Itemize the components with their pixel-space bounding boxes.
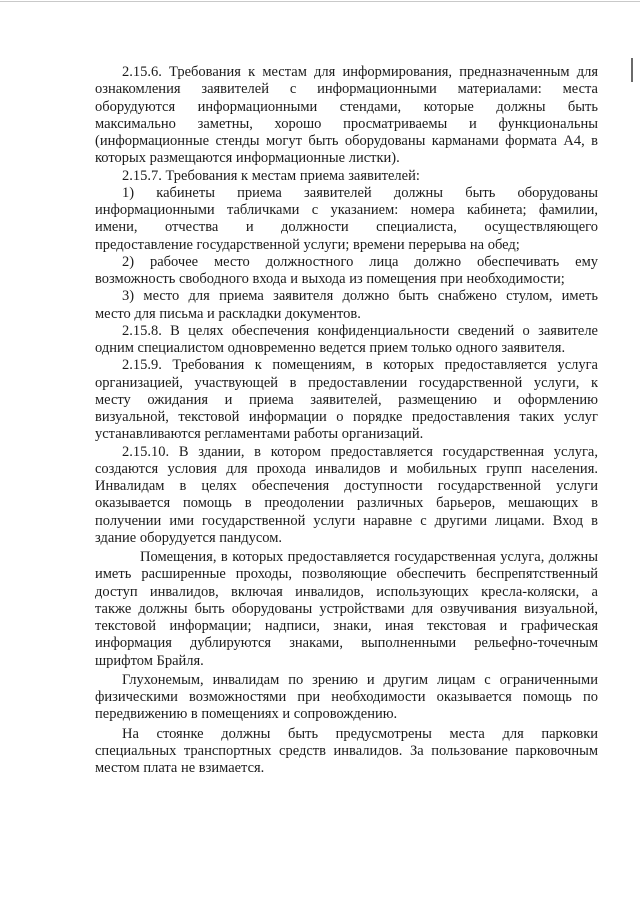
clause-2-15-9 [95, 357, 598, 443]
list-item-3 [95, 288, 598, 323]
list-item-1 [95, 185, 598, 254]
text-line: Инвалидам в целях обеспечения доступности государственной услуги [95, 478, 598, 494]
text-line: 2.15.8. В целях обеспечения конфиденциальности сведений о заявителе [122, 322, 598, 339]
text-line: организацией, участвующей в предоставлении государственной услуги, к [95, 374, 598, 391]
text-line: устанавливаются регламентами работы организаций. [95, 426, 424, 443]
text-line: предоставление государственной услуги; времени перерыва на обед; [95, 236, 520, 253]
scan-top-edge [0, 1, 640, 2]
clause-2-15-10 [95, 444, 598, 548]
text-line: шрифтом Брайля. [95, 652, 204, 669]
text-line: 2) рабочее место должностного лица должно обеспечивать ему [122, 253, 598, 270]
text-line: создаются условия для прохода инвалидов и мобильных групп населения. [95, 460, 598, 477]
text-line: которых размещаются информационные листки). [95, 150, 400, 167]
text-line: имени, отчества и должности специалиста, осуществляющего [95, 219, 598, 236]
text-line: физическими возможностями при необходимости оказывается помощь по [95, 689, 598, 705]
text-line: иметь расширенные проходы, позволяющие обеспечить беспрепятственный [95, 566, 598, 583]
text-line: ознакомления заявителей с информационными материалами: места [95, 81, 598, 98]
list-item-2 [95, 254, 598, 289]
text-line: 2.15.9. Требования к помещениям, в которых предоставляется услуга [122, 357, 598, 374]
text-line: 1) кабинеты приема заявителей должны быть оборудованы [122, 184, 598, 201]
paragraph-parking [95, 726, 598, 778]
text-line: получении ими государственной услуги наравне с другими лицами. Вход в [95, 512, 598, 529]
text-line: одним специалистом одновременно ведется прием только одного заявителя. [95, 340, 566, 356]
clause-2-15-7-heading [95, 168, 598, 185]
clause-2-15-8 [95, 323, 598, 358]
text-line: здание оборудуется пандусом. [95, 529, 283, 546]
text-line: информация дублируются знаками, выполненными рельефно-точечным [95, 635, 598, 652]
paragraph-premises [95, 549, 598, 670]
scan-side-mark [631, 58, 633, 82]
clause-2-15-6 [95, 64, 598, 168]
text-line: местом плата не взимается. [95, 760, 265, 776]
text-line: 2.15.7. Требования к местам приема заявителей: [122, 167, 420, 184]
text-line: На стоянке должны быть предусмотрены места для парковки [122, 725, 598, 742]
text-line: возможность свободного входа и выхода из помещения при необходимости; [95, 271, 565, 287]
text-line: Глухонемым, инвалидам по зрению и другим лицам с ограниченными [122, 671, 598, 688]
text-line: визуальной, текстовой информации о порядке предоставления таких услуг [95, 409, 598, 425]
text-line: доступ инвалидов, включая инвалидов, использующих кресла-коляски, а [95, 583, 598, 600]
text-line: информационными табличками с указанием: номера кабинета; фамилии, [95, 202, 598, 218]
text-line: 2.15.6. Требования к местам для информирования, предназначенным для [122, 64, 598, 80]
text-line: максимально заметны, хорошо просматриваемы и функциональны [95, 115, 598, 132]
text-line: специальных транспортных средств инвалидов. За пользование парковочным [95, 742, 598, 759]
text-line: 3) место для приема заявителя должно быть снабжено стулом, иметь [122, 288, 598, 305]
text-line: текстовой информации; надписи, знаки, иная текстовая и графическая [95, 618, 598, 634]
text-line: оказывается помощь в преодолении различных барьеров, мешающих в [95, 495, 598, 512]
text-line: также должны быть оборудованы устройствами для озвучивания визуальной, [95, 600, 598, 617]
text-line: (информационные стенды могут быть оборудованы карманами формата А4, в [95, 133, 598, 149]
text-line: 2.15.10. В здании, в котором предоставляется государственная услуга, [122, 443, 598, 460]
text-line: место для письма и раскладки документов. [95, 305, 361, 322]
text-line: передвижению в помещениях и сопровождению. [95, 706, 398, 723]
paragraph-assistance [95, 672, 598, 724]
text-line: Помещения, в которых предоставляется государственная услуга, должны [140, 549, 598, 565]
text-line: месту ожидания и приема заявителей, размещению и оформлению [95, 391, 598, 408]
text-line: оборудуются информационными стендами, которые должны быть [95, 98, 598, 115]
document-body [95, 64, 598, 777]
